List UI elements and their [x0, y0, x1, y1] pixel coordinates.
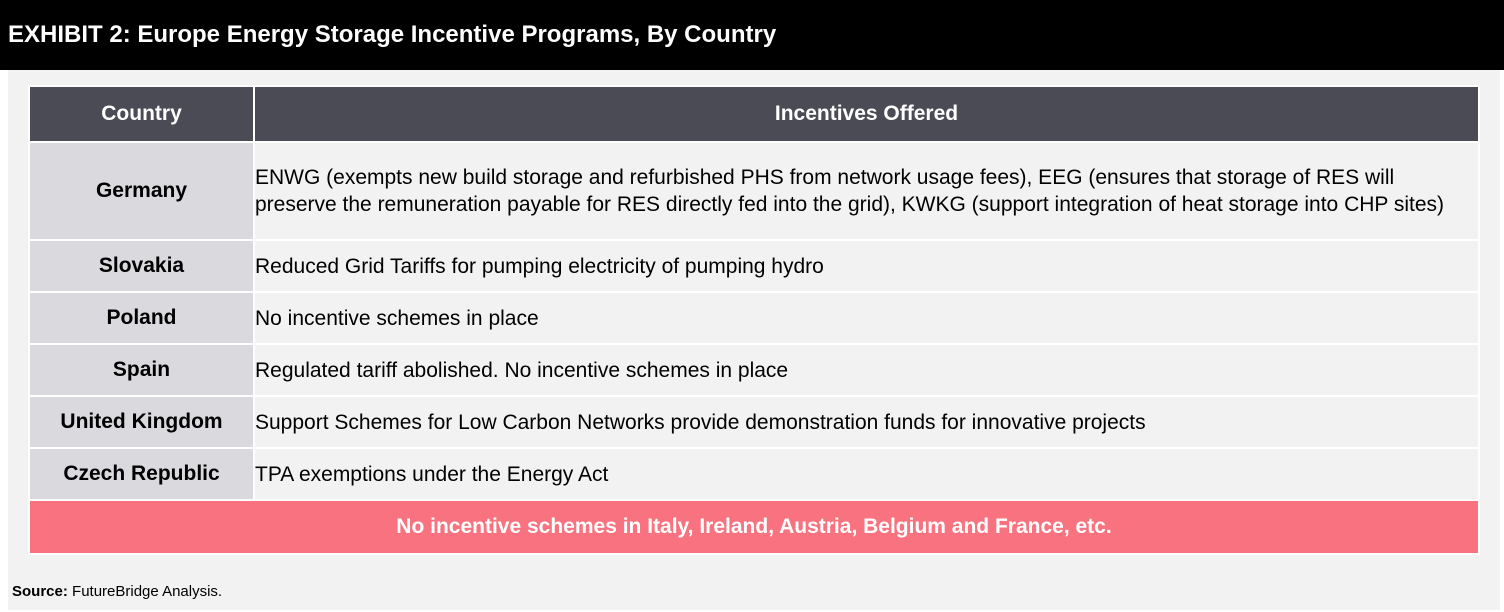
source-label: Source: — [12, 583, 68, 600]
incentive-cell: Support Schemes for Low Carbon Networks provide demonstration funds for innovative projects — [254, 396, 1479, 448]
incentive-cell: ENWG (exempts new build storage and refurbished PHS from network usage fees), EEG (ensures that storage of RES will preserve the remuneration payable for RES directly fed into the grid), KWKG (support integration of heat storage into CHP sites) — [254, 142, 1479, 240]
incentive-cell: Reduced Grid Tariffs for pumping electricity of pumping hydro — [254, 240, 1479, 292]
incentive-cell: TPA exemptions under the Energy Act — [254, 448, 1479, 500]
table-row — [29, 240, 1479, 292]
source-note — [12, 583, 222, 600]
column-header-incentives: Incentives Offered — [254, 86, 1479, 142]
source-text: FutureBridge Analysis. — [72, 583, 223, 600]
table-row — [29, 142, 1479, 240]
country-cell: Poland — [29, 292, 254, 344]
no-incentive-note: No incentive schemes in Italy, Ireland, Austria, Belgium and France, etc. — [29, 500, 1479, 554]
country-cell: Czech Republic — [29, 448, 254, 500]
exhibit-title: EXHIBIT 2: Europe Energy Storage Incentive Programs, By Country — [0, 0, 1504, 70]
incentive-cell: Regulated tariff abolished. No incentive schemes in place — [254, 344, 1479, 396]
country-cell: Germany — [29, 142, 254, 240]
table-row — [29, 396, 1479, 448]
table-panel — [8, 70, 1500, 610]
country-cell: Slovakia — [29, 240, 254, 292]
column-header-country: Country — [29, 86, 254, 142]
table-footer-row — [29, 500, 1479, 554]
table-row — [29, 344, 1479, 396]
country-cell: Spain — [29, 344, 254, 396]
incentives-table — [28, 85, 1480, 555]
table-header-row — [29, 86, 1479, 142]
table-row — [29, 292, 1479, 344]
country-cell: United Kingdom — [29, 396, 254, 448]
incentive-cell: No incentive schemes in place — [254, 292, 1479, 344]
table-row — [29, 448, 1479, 500]
